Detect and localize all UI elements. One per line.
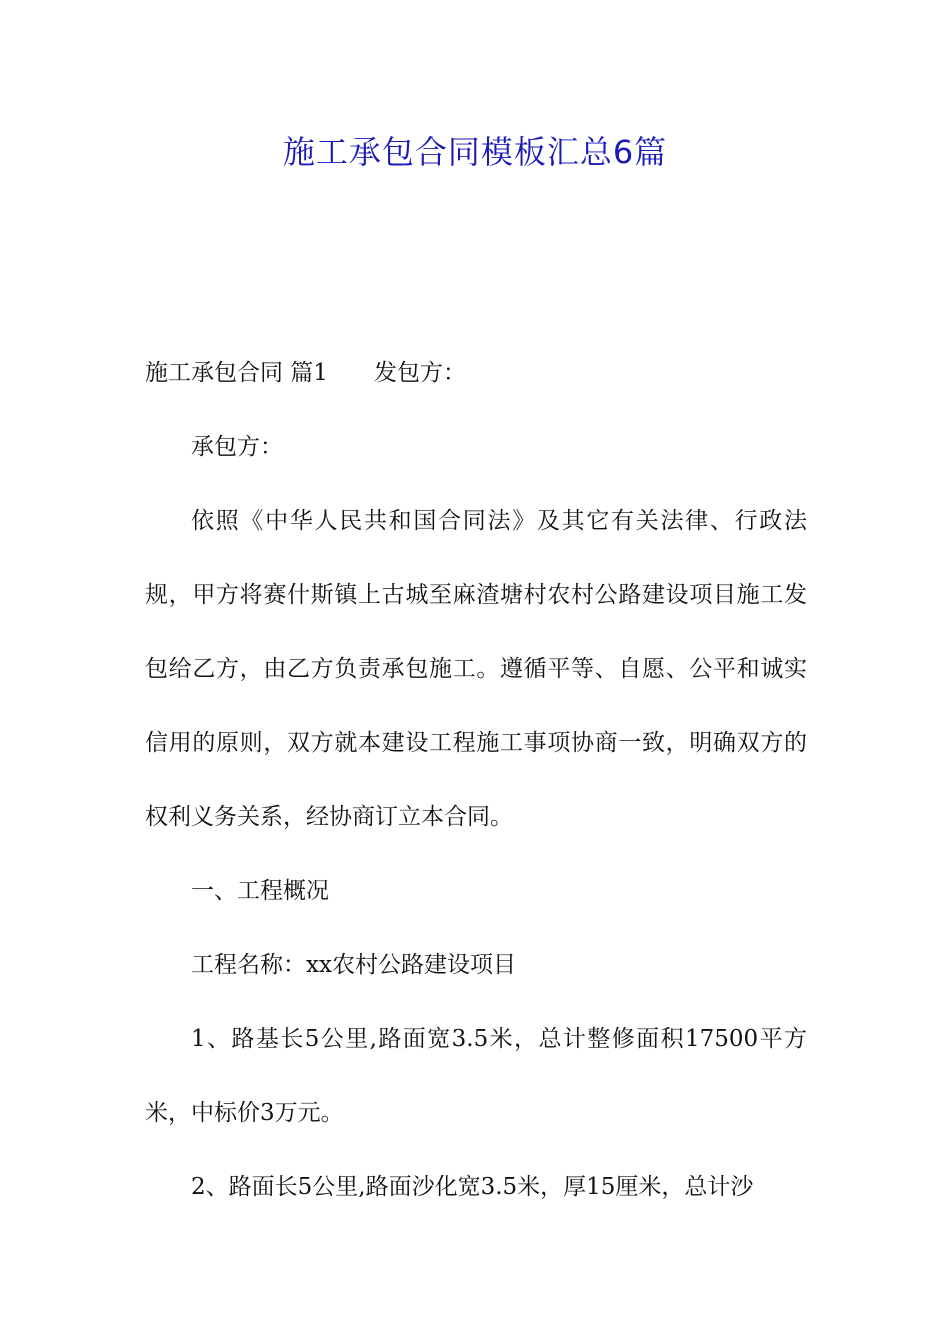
contractor-label: 承包方： — [191, 434, 283, 460]
list-item: 1、路基长5公里,路面宽3.5米，总计整修面积17500平方米，中标价3万元。 — [145, 1026, 807, 1126]
contract-heading-label: 施工承包合同 篇1 — [145, 360, 328, 386]
project-name-line: 工程名称：xx农村公路建设项目 — [191, 952, 516, 978]
list-item: 2、路面长5公里,路面沙化宽3.5米，厚15厘米，总计沙 — [191, 1174, 754, 1200]
contract-heading-line — [145, 336, 807, 410]
section-heading: 一、工程概况 — [191, 878, 329, 904]
preamble-paragraph: 依照《中华人民共和国合同法》及其它有关法律、行政法规，甲方将赛什斯镇上古城至麻渣塘村农村公路建设项目施工发包给乙方，由乙方负责承包施工。遵循平等、自愿、公平和诚实信用的原则，双方就本建设工程施工事项协商一致，明确双方的权利义务关系，经协商订立本合同。 — [145, 508, 807, 830]
document-title: 施工承包合同模板汇总6篇 — [282, 133, 668, 171]
employer-label: 发包方： — [373, 360, 466, 386]
document-body — [145, 336, 807, 1224]
